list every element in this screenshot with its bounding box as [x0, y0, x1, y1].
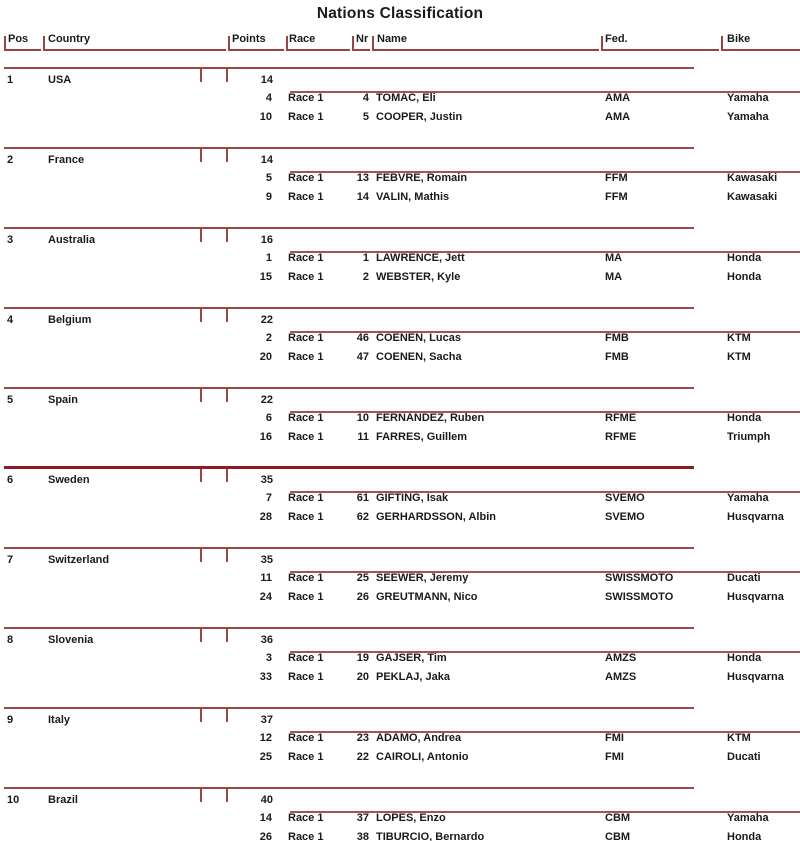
nation-points: 14	[260, 74, 273, 86]
rider-federation: AMZS	[605, 671, 637, 683]
nation-name: Italy	[48, 714, 71, 726]
rider-bike-brand: Husqvarna	[727, 511, 784, 523]
rider-bike-brand: Ducati	[727, 572, 761, 584]
rider-result-position: 5	[265, 172, 272, 184]
header-underline	[43, 49, 226, 51]
nation-position: 8	[7, 634, 14, 646]
rider-result-position: 6	[265, 412, 272, 424]
rider-name: COOPER, Justin	[376, 111, 463, 123]
rider-bike-brand: Honda	[727, 831, 762, 841]
rider-federation: SVEMO	[605, 492, 645, 504]
rider-name: LOPES, Enzo	[376, 812, 446, 824]
rider-result-position: 3	[265, 652, 272, 664]
rider-race-label: Race 1	[288, 812, 324, 824]
rider-result-position: 26	[259, 831, 272, 841]
rider-result-position: 12	[259, 732, 272, 744]
rider-result-position: 15	[259, 271, 272, 283]
rider-race-label: Race 1	[288, 671, 324, 683]
rider-federation: SWISSMOTO	[605, 572, 674, 584]
column-header-nr: Nr	[356, 33, 369, 45]
rider-bike-brand: Honda	[727, 412, 762, 424]
rider-result-position: 16	[259, 431, 272, 443]
rider-number: 19	[356, 652, 369, 664]
rider-federation: FMB	[605, 332, 629, 344]
rider-bike-brand: Honda	[727, 652, 762, 664]
rider-number: 5	[362, 111, 369, 123]
rider-race-label: Race 1	[288, 351, 324, 363]
column-header-race: Race	[289, 33, 316, 45]
header-underline	[4, 49, 41, 51]
rider-bike-brand: Kawasaki	[727, 191, 778, 203]
column-divider	[372, 36, 374, 50]
rider-number: 1	[362, 252, 369, 264]
rider-race-label: Race 1	[288, 92, 324, 104]
rider-race-label: Race 1	[288, 191, 324, 203]
nation-block	[0, 787, 800, 841]
rider-name: VALIN, Mathis	[376, 191, 450, 203]
rider-result-position: 28	[259, 511, 272, 523]
rider-race-label: Race 1	[288, 831, 324, 841]
rider-federation: RFME	[605, 431, 637, 443]
rider-result-position: 7	[265, 492, 272, 504]
rider-race-label: Race 1	[288, 591, 324, 603]
rider-result-position: 11	[260, 572, 272, 584]
rider-race-label: Race 1	[288, 412, 324, 424]
rider-number: 10	[356, 412, 369, 424]
nation-separator-rule	[4, 67, 694, 69]
rider-number: 46	[356, 332, 369, 344]
column-header-pos: Pos	[8, 33, 29, 45]
rider-federation: FFM	[605, 172, 628, 184]
rider-federation: FMI	[605, 732, 624, 744]
nation-separator-rule	[4, 627, 694, 629]
nation-name: France	[48, 154, 85, 166]
nation-block	[0, 467, 800, 547]
rider-bike-brand: Husqvarna	[727, 591, 784, 603]
rider-name: TIBURCIO, Bernardo	[376, 831, 485, 841]
rider-bike-brand: Yamaha	[727, 111, 769, 123]
header-underline	[286, 49, 350, 51]
nation-separator-rule	[4, 387, 694, 389]
rider-race-label: Race 1	[288, 732, 324, 744]
rider-name: COENEN, Lucas	[376, 332, 461, 344]
nation-points: 22	[260, 394, 273, 406]
page-title: Nations Classification	[316, 5, 484, 22]
nation-block	[0, 387, 800, 467]
rider-result-position: 33	[259, 671, 272, 683]
rider-race-label: Race 1	[288, 511, 324, 523]
nation-block	[0, 67, 800, 147]
rider-number: 23	[356, 732, 369, 744]
column-divider	[286, 36, 288, 50]
rider-result-position: 20	[259, 351, 272, 363]
rider-bike-brand: Husqvarna	[727, 671, 784, 683]
nation-block	[0, 227, 800, 307]
rider-federation: CBM	[605, 831, 631, 841]
rider-bike-brand: Honda	[727, 252, 762, 264]
column-divider	[601, 36, 603, 50]
nation-name: Australia	[48, 234, 96, 246]
rider-race-label: Race 1	[288, 332, 324, 344]
rider-federation: FMI	[605, 751, 624, 763]
rider-number: 47	[356, 351, 369, 363]
rider-number: 2	[362, 271, 369, 283]
rider-name: GERHARDSSON, Albin	[376, 511, 496, 523]
rider-name: TOMAC, Eli	[376, 92, 436, 104]
nation-points: 37	[260, 714, 273, 726]
nation-position: 6	[7, 474, 14, 486]
column-divider	[228, 36, 230, 50]
nation-separator-rule	[4, 466, 694, 469]
nation-name: Switzerland	[48, 554, 110, 566]
rider-federation: AMA	[605, 92, 631, 104]
rider-result-position: 4	[265, 92, 272, 104]
nation-block	[0, 147, 800, 227]
rider-bike-brand: Kawasaki	[727, 172, 778, 184]
rider-number: 13	[356, 172, 369, 184]
rider-race-label: Race 1	[288, 111, 324, 123]
rider-name: CAIROLI, Antonio	[376, 751, 469, 763]
rider-number: 20	[356, 671, 369, 683]
header-underline	[228, 49, 284, 51]
rider-race-label: Race 1	[288, 751, 324, 763]
nation-points: 14	[260, 154, 273, 166]
rider-race-label: Race 1	[288, 271, 324, 283]
nation-points: 36	[260, 634, 273, 646]
nation-block	[0, 707, 800, 787]
rider-result-position: 14	[259, 812, 272, 824]
rider-bike-brand: Yamaha	[727, 812, 769, 824]
nation-position: 1	[7, 74, 14, 86]
rider-number: 37	[356, 812, 369, 824]
nation-points: 35	[260, 474, 273, 486]
nation-separator-rule	[4, 787, 694, 789]
rider-number: 25	[356, 572, 369, 584]
column-divider	[4, 36, 6, 50]
rider-federation: CBM	[605, 812, 631, 824]
header-underline	[352, 49, 370, 51]
rider-number: 26	[356, 591, 369, 603]
rider-federation: SVEMO	[605, 511, 645, 523]
nation-name: Belgium	[48, 314, 92, 326]
rider-federation: MA	[605, 252, 623, 264]
rider-race-label: Race 1	[288, 252, 324, 264]
nation-separator-rule	[4, 147, 694, 149]
column-header-country: Country	[48, 33, 91, 45]
nation-name: Sweden	[48, 474, 90, 486]
rider-name: ADAMO, Andrea	[376, 732, 462, 744]
nation-separator-rule	[4, 227, 694, 229]
nation-name: USA	[48, 74, 72, 86]
rider-number: 11	[357, 431, 369, 443]
rider-name: FERNANDEZ, Ruben	[376, 412, 485, 424]
rider-name: SEEWER, Jeremy	[376, 572, 469, 584]
rider-federation: RFME	[605, 412, 637, 424]
rider-race-label: Race 1	[288, 431, 324, 443]
nation-position: 3	[7, 234, 14, 246]
header-underline	[372, 49, 599, 51]
rider-federation: SWISSMOTO	[605, 591, 674, 603]
rider-name: LAWRENCE, Jett	[376, 252, 465, 264]
nation-points: 40	[260, 794, 273, 806]
rider-bike-brand: Triumph	[727, 431, 771, 443]
rider-name: WEBSTER, Kyle	[376, 271, 461, 283]
rider-federation: AMA	[605, 111, 631, 123]
column-header-points: Points	[232, 33, 266, 45]
nation-position: 7	[7, 554, 14, 566]
rider-result-position: 2	[265, 332, 272, 344]
rider-race-label: Race 1	[288, 572, 324, 584]
column-header-name: Name	[377, 33, 407, 45]
column-divider	[43, 36, 45, 50]
nation-position: 9	[7, 714, 14, 726]
rider-race-label: Race 1	[288, 652, 324, 664]
nation-points: 22	[260, 314, 273, 326]
rider-name: FARRES, Guillem	[376, 431, 468, 443]
rider-number: 62	[356, 511, 369, 523]
nation-separator-rule	[4, 707, 694, 709]
rider-federation: AMZS	[605, 652, 637, 664]
rider-name: GAJSER, Tim	[376, 652, 447, 664]
nation-position: 2	[7, 154, 14, 166]
column-header-bike: Bike	[727, 33, 751, 45]
rider-bike-brand: Yamaha	[727, 92, 769, 104]
rider-bike-brand: KTM	[727, 732, 751, 744]
nation-points: 35	[260, 554, 273, 566]
column-divider	[352, 36, 354, 50]
nation-separator-rule	[4, 307, 694, 309]
column-header-fed: Fed.	[605, 33, 628, 45]
nation-name: Slovenia	[48, 634, 94, 646]
rider-bike-brand: Honda	[727, 271, 762, 283]
rider-result-position: 24	[259, 591, 272, 603]
rider-number: 14	[356, 191, 369, 203]
rider-name: PEKLAJ, Jaka	[376, 671, 450, 683]
nation-name: Spain	[48, 394, 78, 406]
nation-points: 16	[260, 234, 273, 246]
rider-name: COENEN, Sacha	[376, 351, 462, 363]
rider-federation: FFM	[605, 191, 628, 203]
rider-result-position: 1	[265, 252, 272, 264]
rider-race-label: Race 1	[288, 492, 324, 504]
rider-number: 61	[356, 492, 369, 504]
nation-position: 5	[7, 394, 14, 406]
rider-bike-brand: Yamaha	[727, 492, 769, 504]
nation-block	[0, 627, 800, 707]
rider-result-position: 9	[265, 191, 272, 203]
nation-block	[0, 547, 800, 627]
rider-number: 38	[356, 831, 369, 841]
rider-result-position: 10	[259, 111, 272, 123]
rider-bike-brand: Ducati	[727, 751, 761, 763]
rider-bike-brand: KTM	[727, 332, 751, 344]
column-divider	[721, 36, 723, 50]
rider-name: GREUTMANN, Nico	[376, 591, 478, 603]
rider-number: 22	[356, 751, 369, 763]
header-underline	[601, 49, 719, 51]
nation-separator-rule	[4, 547, 694, 549]
rider-bike-brand: KTM	[727, 351, 751, 363]
rider-race-label: Race 1	[288, 172, 324, 184]
rider-number: 4	[362, 92, 369, 104]
nation-block	[0, 307, 800, 387]
rider-federation: FMB	[605, 351, 629, 363]
rider-federation: MA	[605, 271, 623, 283]
nation-name: Brazil	[48, 794, 78, 806]
nation-position: 10	[7, 794, 20, 806]
header-underline	[721, 49, 800, 51]
rider-result-position: 25	[259, 751, 272, 763]
rider-name: GIFTING, Isak	[376, 492, 449, 504]
rider-name: FEBVRE, Romain	[376, 172, 468, 184]
nation-position: 4	[7, 314, 14, 326]
